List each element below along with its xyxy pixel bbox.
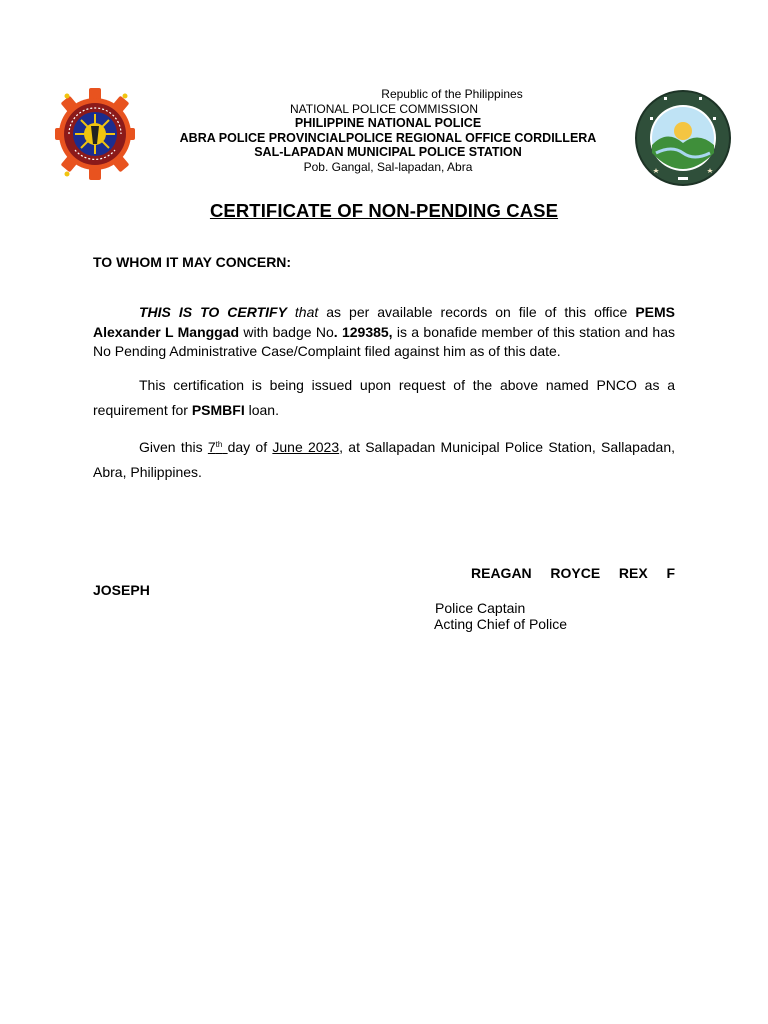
signatory-name-line1: REAGAN ROYCE REX F <box>471 565 675 581</box>
letterhead-pnp: PHILIPPINE NATIONAL POLICE <box>294 116 482 130</box>
certification-paragraph <box>93 303 675 362</box>
issue-month-year: June 2023 <box>272 439 340 455</box>
letterhead <box>140 87 636 174</box>
p2-text-a: This certification is being issued upon request of the above named PNCO as a requirement for <box>93 377 675 418</box>
letterhead-republic: Republic of the Philippines <box>381 87 523 101</box>
member-rank: PEMS <box>635 304 675 320</box>
p2-text-b: loan. <box>244 401 279 418</box>
purpose-name: PSMBFI <box>191 401 245 418</box>
p1-text-b: with badge No <box>239 323 334 340</box>
p1-text-c: is a bonafide member of this station and has No Pending Administrative Case/Complaint filed against him as of this date. <box>93 323 675 359</box>
signatory-position: Acting Chief of Police <box>434 616 568 632</box>
salutation: TO WHOM IT MAY CONCERN: <box>93 254 292 270</box>
given-paragraph <box>93 435 675 484</box>
letterhead-address: Pob. Gangal, Sal-lapadan, Abra <box>303 159 473 174</box>
certify-phrase: THIS IS TO CERTIFY <box>139 304 287 320</box>
letterhead-napolcom: NATIONAL POLICE COMMISSION <box>289 101 479 116</box>
signatory-name-line2: JOSEPH <box>93 582 150 598</box>
issue-day-suffix: th <box>215 440 223 449</box>
purpose-paragraph <box>93 373 675 422</box>
p1-text-a: as per available records on file of this office <box>318 304 636 320</box>
badge-number: . 129385, <box>333 323 393 340</box>
issue-day <box>208 439 228 455</box>
p3-text-b: day of <box>227 439 273 455</box>
p3-text-a: Given this <box>139 439 208 455</box>
signatory-rank: Police Captain <box>435 600 526 616</box>
issue-day-number: 7 <box>207 439 216 455</box>
p3-text-c: , at Sallapadan Municipal Police Station, Sallapadan, Abra, Philippines. <box>93 439 675 480</box>
letterhead-station: SAL-LAPADAN MUNICIPAL POLICE STATION <box>254 145 522 159</box>
that-word: that <box>294 304 319 320</box>
member-name: Alexander L Manggad <box>93 323 240 340</box>
certificate-title: CERTIFICATE OF NON-PENDING CASE <box>209 200 559 221</box>
sallapadan-police-station-seal-icon <box>634 87 732 189</box>
pnp-seal-icon <box>55 88 135 180</box>
letterhead-provincial-office: ABRA POLICE PROVINCIALPOLICE REGIONAL OFFICE CORDILLERA <box>179 130 597 145</box>
